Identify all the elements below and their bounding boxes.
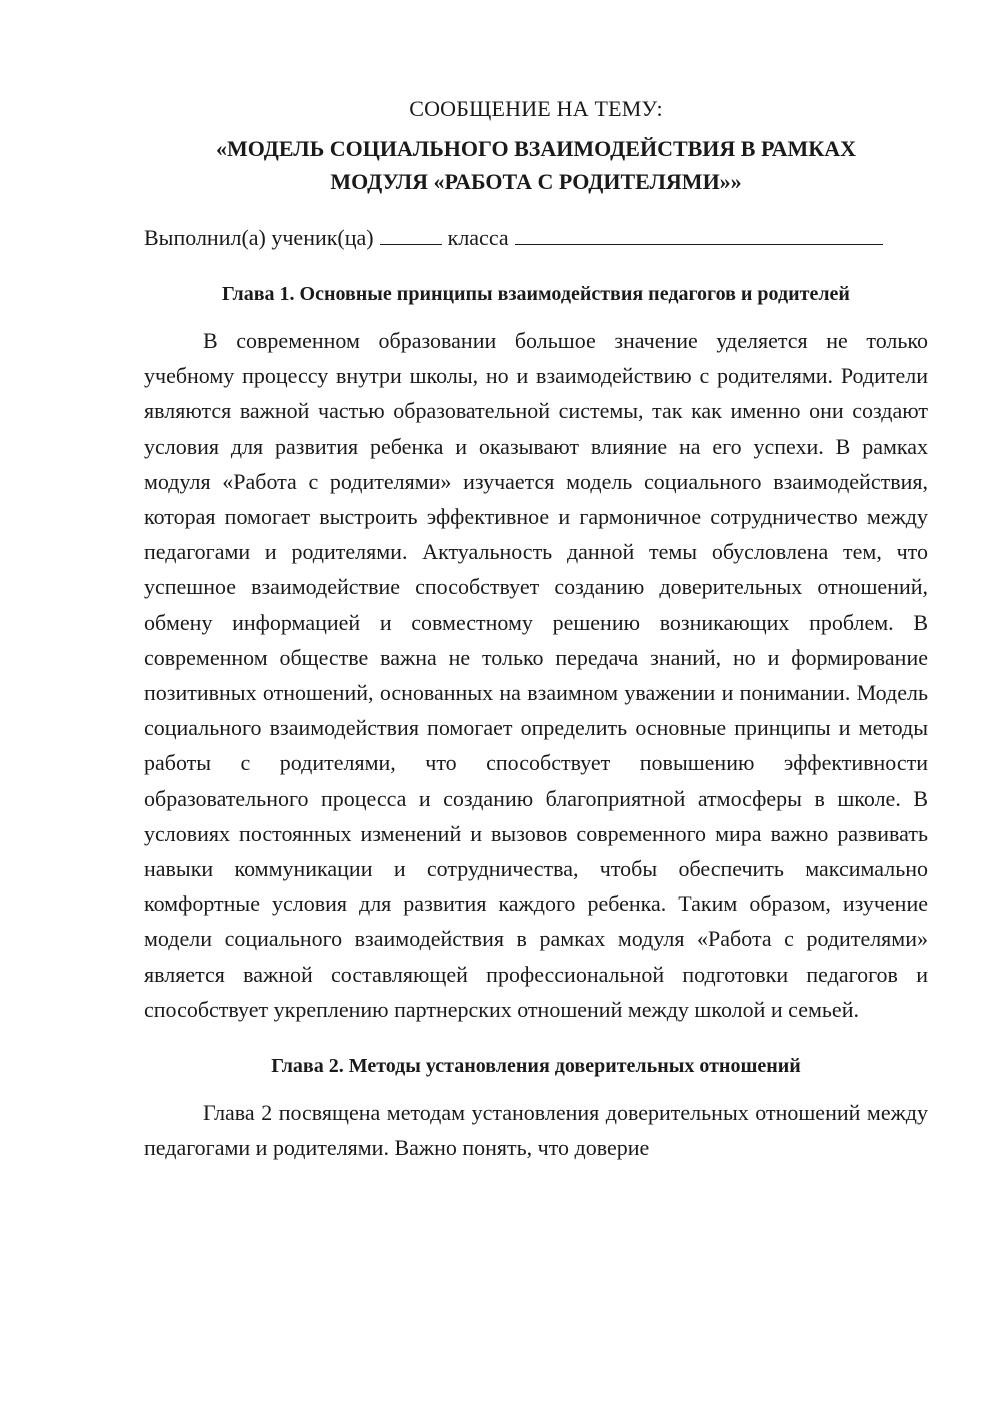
author-class-label: класса: [447, 225, 509, 250]
chapter-2-text: Глава 2 посвящена методам установления доверительных отношений между педагогами и родителями. Важно понять, что доверие: [144, 1100, 928, 1161]
document-title-line-1: «МОДЕЛЬ СОЦИАЛЬНОГО ВЗАИМОДЕЙСТВИЯ В РАМКАХ: [216, 136, 856, 161]
chapter-2-heading: Глава 2. Методы установления доверительных отношений: [271, 1055, 801, 1078]
document-page: [144, 92, 928, 1165]
author-line: [144, 221, 928, 255]
chapter-1-text: В современном образовании большое значение уделяется не только учебному процессу внутри школы, но и взаимодействию с родителями. Родители являются важной частью образовательной системы, так как именно они создают условия для развития ребенка и оказывают влияние на его успехи. В рамках модуля «Работа с родителями» изучается модель социального взаимодействия, которая помогает выстроить эффективное и гармоничное сотрудничество между педагогами и родителями. Актуальность данной темы обусловлена тем, что успешное взаимодействие способствует созданию доверительных отношений, обмену информацией и совместному решению возникающих проблем. В современном обществе важна не только передача знаний, но и формирование позитивных отношений, основанных на взаимном уважении и понимании. Модель социального взаимодействия помогает определить основные принципы и методы работы с родителями, что способствует повышению эффективности образовательного процесса и созданию благоприятной атмосферы в школе. В условиях постоянных изменений и вызовов современного мира важно развивать навыки коммуникации и сотрудничества, чтобы обеспечить максимально комфортные условия для развития каждого ребенка. Таким образом, изучение модели социального взаимодействия в рамках модуля «Работа с родителями» является важной составляющей профессиональной подготовки педагогов и способствует укреплению партнерских отношений между школой и семьей.: [144, 328, 928, 1022]
chapter-1-heading: Глава 1. Основные принципы взаимодействия педагогов и родителей: [222, 283, 850, 305]
document-title-line-2: МОДУЛЯ «РАБОТА С РОДИТЕЛЯМИ»»: [330, 169, 742, 194]
class-blank: [380, 222, 442, 245]
name-blank: [515, 222, 883, 245]
document-subject: СООБЩЕНИЕ НА ТЕМУ:: [409, 96, 663, 121]
author-prefix: Выполнил(а) ученик(ца): [144, 225, 374, 250]
